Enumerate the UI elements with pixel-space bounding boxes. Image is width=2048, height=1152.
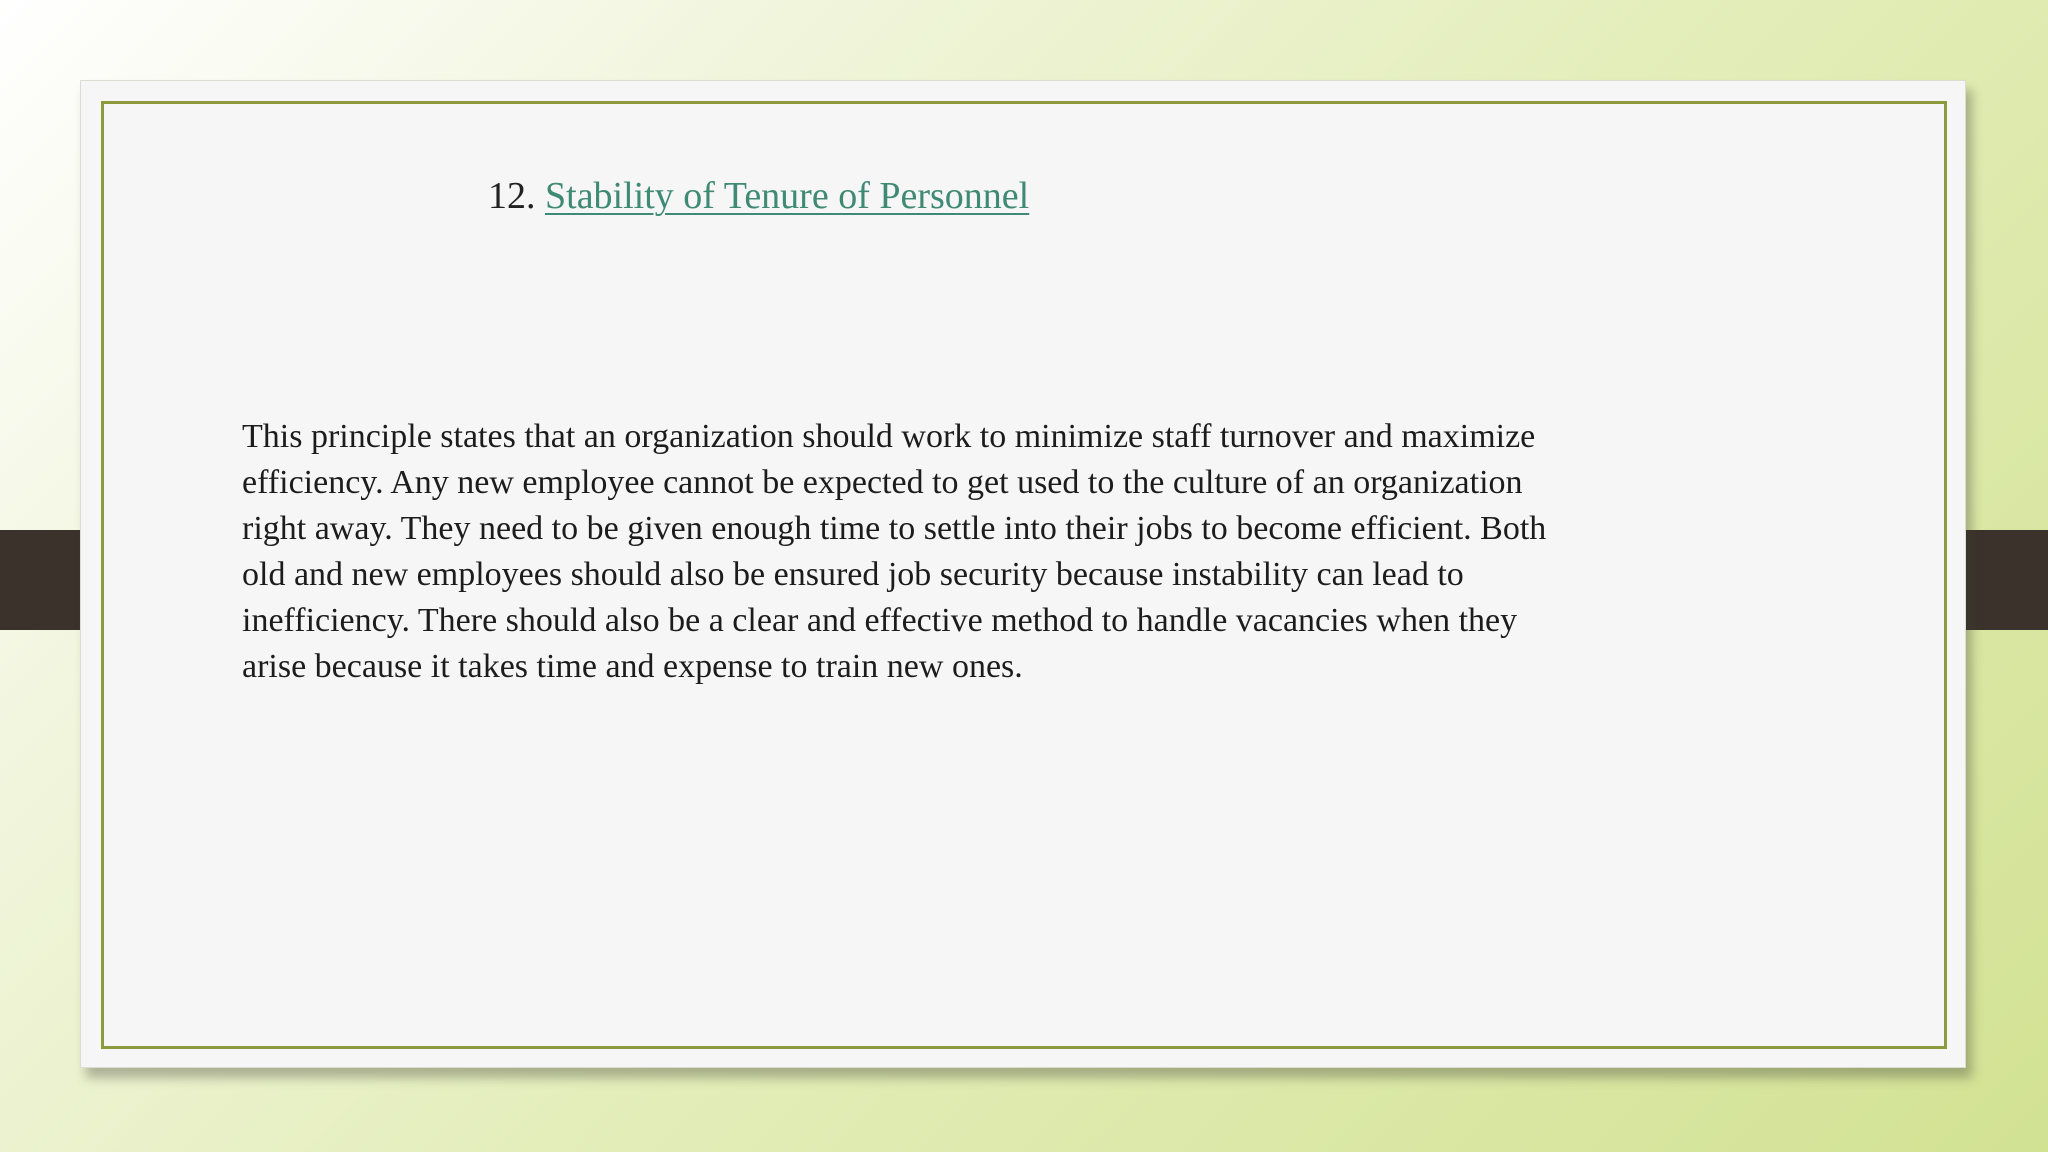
slide-body-text: This principle states that an organization should work to minimize staff turnover and maximize efficiency. Any new employee cannot be expected to get used to the culture of an organization right away. They need to be given enough time to settle into their jobs to become efficient. Both old and new employees should also be ensured job security because instability can lead to inefficiency. There should also be a clear and effective method to handle vacancies when they arise because it takes time and expense to train new ones. [242, 418, 1547, 685]
title-number: 12. [488, 175, 536, 217]
title-link[interactable]: Stability of Tenure of Personnel [545, 175, 1030, 217]
slide-title [488, 172, 1029, 220]
